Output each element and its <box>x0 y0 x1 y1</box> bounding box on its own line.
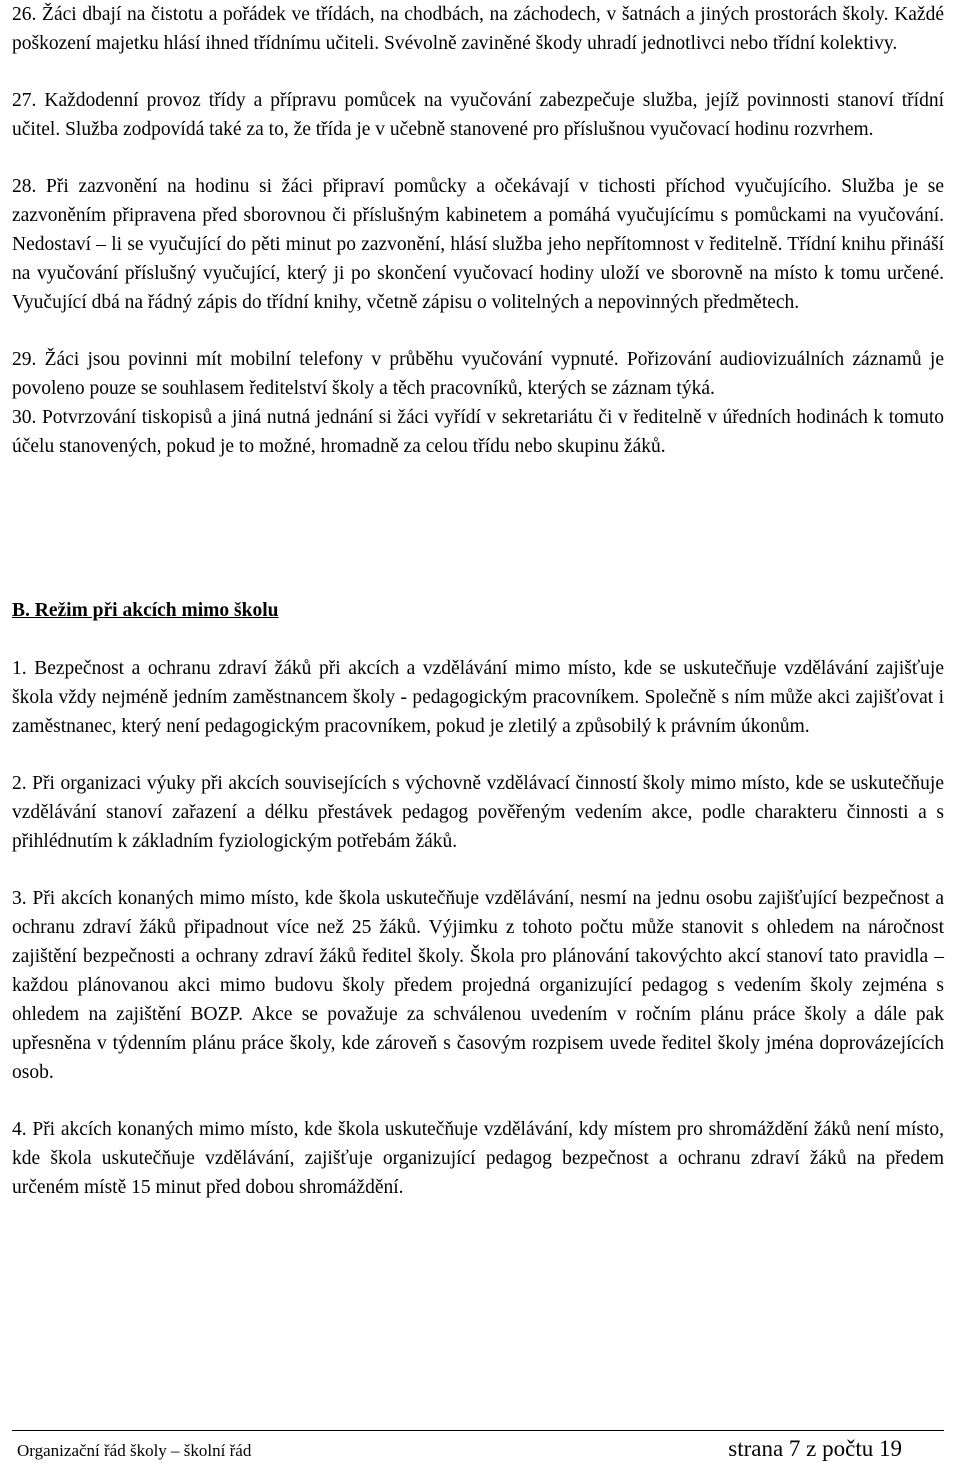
paragraph-29: 29. Žáci jsou povinni mít mobilní telefony v průběhu vyučování vypnuté. Pořizování audiovizuálních záznamů je povoleno pouze se souhlasem ředitelství školy a těch pracovníků, kterých se záznam týká. <box>12 349 944 399</box>
section-paragraph-3: 3. Při akcích konaných mimo místo, kde škola uskutečňuje vzdělávání, nesmí na jednu osobu zajišťující bezpečnost a ochranu zdraví žáků připadnout více než 25 žáků. Výjimku z tohoto počtu může stanovit s ohledem na náročnost zajištění bezpečnosti a ochrany zdraví žáků ředitel školy. Škola pro plánování takovýchto akcí stanoví tato pravidla – každou plánovanou akci mimo budovu školy předem projedná organizující pedagog s vedením školy zejména s ohledem na zajištění BOZP. Akce se považuje za schválenou uvedením v ročním plánu práce školy a dále pak upřesněna v týdenním plánu práce školy, kde zároveň s časovým rozpisem uvede ředitel školy jména doprovázejících osob. <box>12 888 944 1083</box>
footer-document-title: Organizační řád školy – školní řád <box>17 1441 252 1460</box>
section-paragraph-2: 2. Při organizaci výuky při akcích souvisejících s výchovně vzdělávací činností školy mimo místo, kde se uskutečňuje vzdělávání stanoví zařazení a délku přestávek pedagog pověřeným vedením akce, podle charakteru činnosti a s přihlédnutím k základním fyziologickým potřebám žáků. <box>12 773 944 852</box>
document-page <box>12 0 944 1202</box>
paragraph-spacer <box>12 317 944 345</box>
paragraph-spacer <box>12 741 944 769</box>
section-heading: B. Režim při akcích mimo školu <box>12 600 279 621</box>
paragraph-26: 26. Žáci dbají na čistotu a pořádek ve třídách, na chodbách, na záchodech, v šatnách a jiných prostorách školy. Každé poškození majetku hlásí ihned třídnímu učiteli. Svévolně zaviněné škody uhradí jednotlivci nebo třídní kolektivy. <box>12 4 944 54</box>
paragraph-spacer <box>12 144 944 172</box>
paragraph-30: 30. Potvrzování tiskopisů a jiná nutná jednání si žáci vyřídí v sekretariátu či v ředitelně v úředních hodinách k tomuto účelu stanovených, pokud je to možné, hromadně za celou třídu nebo skupinu žáků. <box>12 407 944 457</box>
section-paragraph-1: 1. Bezpečnost a ochranu zdraví žáků při akcích a vzdělávání mimo místo, kde se uskutečňuje vzdělávání zajišťuje škola vždy nejméně jedním zaměstnancem školy - pedagogickým pracovníkem. Společně s ním může akci zajišťovat i zaměstnanec, který není pedagogickým pracovníkem, pokud je zletilý a způsobilý k právním úkonům. <box>12 658 944 737</box>
page-footer <box>12 1430 944 1465</box>
paragraph-27: 27. Každodenní provoz třídy a přípravu pomůcek na vyučování zabezpečuje služba, jejíž povinnosti stanoví třídní učitel. Služba zodpovídá také za to, že třída je v učebně stanovené pro příslušnou vyučovací hodinu rozvrhem. <box>12 90 944 140</box>
paragraph-spacer <box>12 856 944 884</box>
section-paragraph-4: 4. Při akcích konaných mimo místo, kde škola uskutečňuje vzdělávání, kdy místem pro shromáždění žáků není místo, kde škola uskutečňuje vzdělávání, zajišťuje organizující pedagog bezpečnost a ochranu zdraví žáků na předem určeném místě 15 minut před dobou shromáždění. <box>12 1119 944 1198</box>
heading-spacer <box>12 625 944 654</box>
paragraph-spacer <box>12 1087 944 1115</box>
paragraph-28: 28. Při zazvonění na hodinu si žáci připraví pomůcky a očekávají v tichosti příchod vyučujícího. Služba je se zazvoněním připravena před sborovnou či příslušným kabinetem a pomáhá vyučujícímu s pomůckami na vyučování. Nedostaví – li se vyučující do pěti minut po zazvonění, hlásí služba jeho nepřítomnost v ředitelně. Třídní knihu přináší na vyučování příslušný vyučující, který ji po skončení vyučovací hodiny uloží ve sborovně na místo k tomu určené. Vyučující dbá na řádný zápis do třídní knihy, včetně zápisu o volitelných a nepovinných předmětech. <box>12 176 944 313</box>
paragraph-spacer <box>12 58 944 86</box>
section-spacer <box>12 461 944 596</box>
footer-page-number: strana 7 z počtu 19 <box>728 1436 902 1461</box>
